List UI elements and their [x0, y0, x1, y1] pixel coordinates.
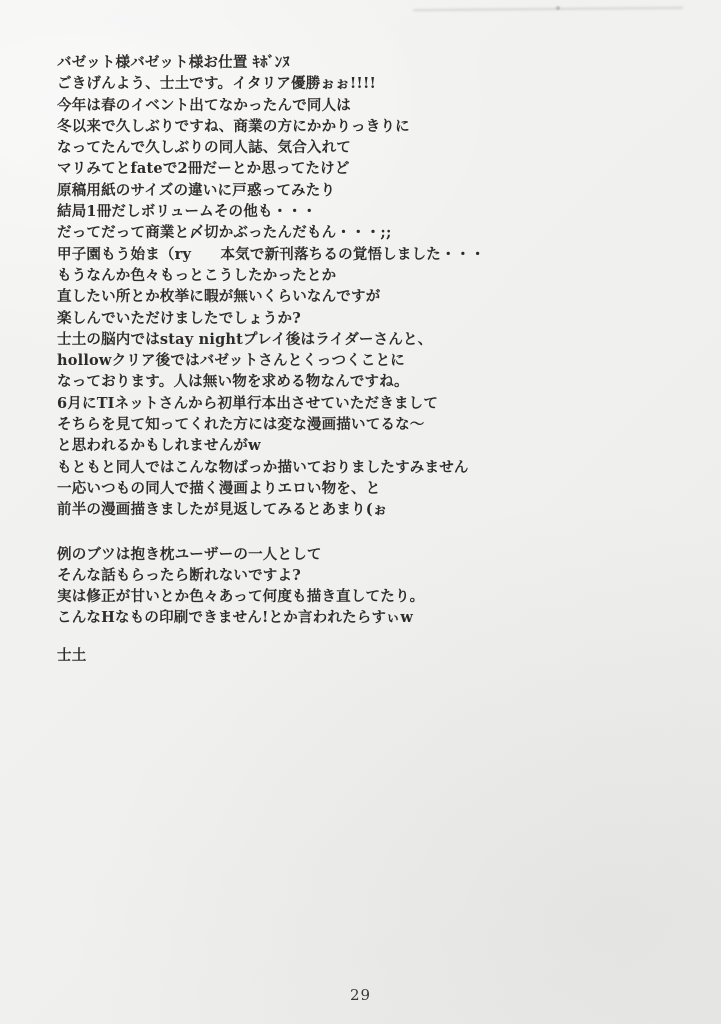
text-line: 楽しんでいただけましたでしょうか?	[57, 309, 301, 327]
text-line: 冬以来で久しぶりですね、商業の方にかかりっきりに	[57, 117, 410, 135]
afterword-text-block	[57, 52, 617, 666]
scan-edge-artifact	[413, 7, 683, 11]
text-line: そんな話もらったら断れないですよ?	[57, 566, 301, 584]
text-line: だってだって商業と〆切かぶったんだもん・・・;;	[57, 224, 392, 242]
page-number: 29	[349, 986, 372, 1004]
afterword-paragraph-2	[57, 544, 617, 629]
text-line: マリみてとfateで2冊だーとか思ってたけど	[57, 160, 350, 178]
text-line: もともと同人ではこんな物ばっか描いておりましたすみません	[57, 458, 469, 476]
text-line: 前半の漫画描きましたが見返してみるとあまり(ぉ	[57, 501, 388, 519]
text-line: 直したい所とか枚挙に暇が無いくらいなんですが	[57, 288, 381, 306]
author-signature: 士土	[57, 646, 87, 664]
text-line: ごきげんよう、士土です。イタリア優勝ぉぉ!!!!	[57, 75, 377, 93]
text-line: そちらを見て知ってくれた方には変な漫画描いてるな～	[57, 416, 425, 434]
text-line: こんなHなもの印刷できません!とか言われたらすぃw	[57, 609, 414, 627]
text-line: なってたんで久しぶりの同人誌、気合入れて	[57, 139, 351, 157]
text-line: hollowクリア後ではバゼットさんとくっつくことに	[57, 352, 406, 370]
text-line: 例のブツは抱き枕ユーザーの一人として	[57, 545, 322, 563]
text-line: 甲子園もう始ま（ry 本気で新刊落ちるの覚悟しました・・・	[57, 245, 486, 263]
text-line: もうなんか色々もっとこうしたかったとか	[57, 266, 337, 284]
text-line: 6月にTIネットさんから初単行本出させていただきまして	[57, 394, 439, 412]
text-line: 原稿用紙のサイズの違いに戸惑ってみたり	[57, 181, 336, 199]
text-line: 今年は春のイベント出てなかったんで同人は	[57, 96, 351, 114]
text-line: 実は修正が甘いとか色々あって何度も描き直してたり。	[57, 588, 425, 606]
text-line: 士土の脳内ではstay nightプレイ後はライダーさんと、	[57, 330, 433, 348]
scan-speck-artifact	[556, 6, 560, 10]
text-line: 結局1冊だしボリュームその他も・・・	[57, 203, 317, 221]
afterword-paragraph-1	[57, 52, 617, 521]
text-line: と思われるかもしれませんがw	[57, 437, 261, 455]
text-line: バゼット様バゼット様お仕置 ｷﾎﾞﾝﾇ	[57, 54, 290, 71]
text-line: 一応いつもの同人で描く漫画よりエロい物を、と	[57, 479, 381, 497]
text-line: なっております。人は無い物を求める物なんですね。	[57, 373, 409, 391]
